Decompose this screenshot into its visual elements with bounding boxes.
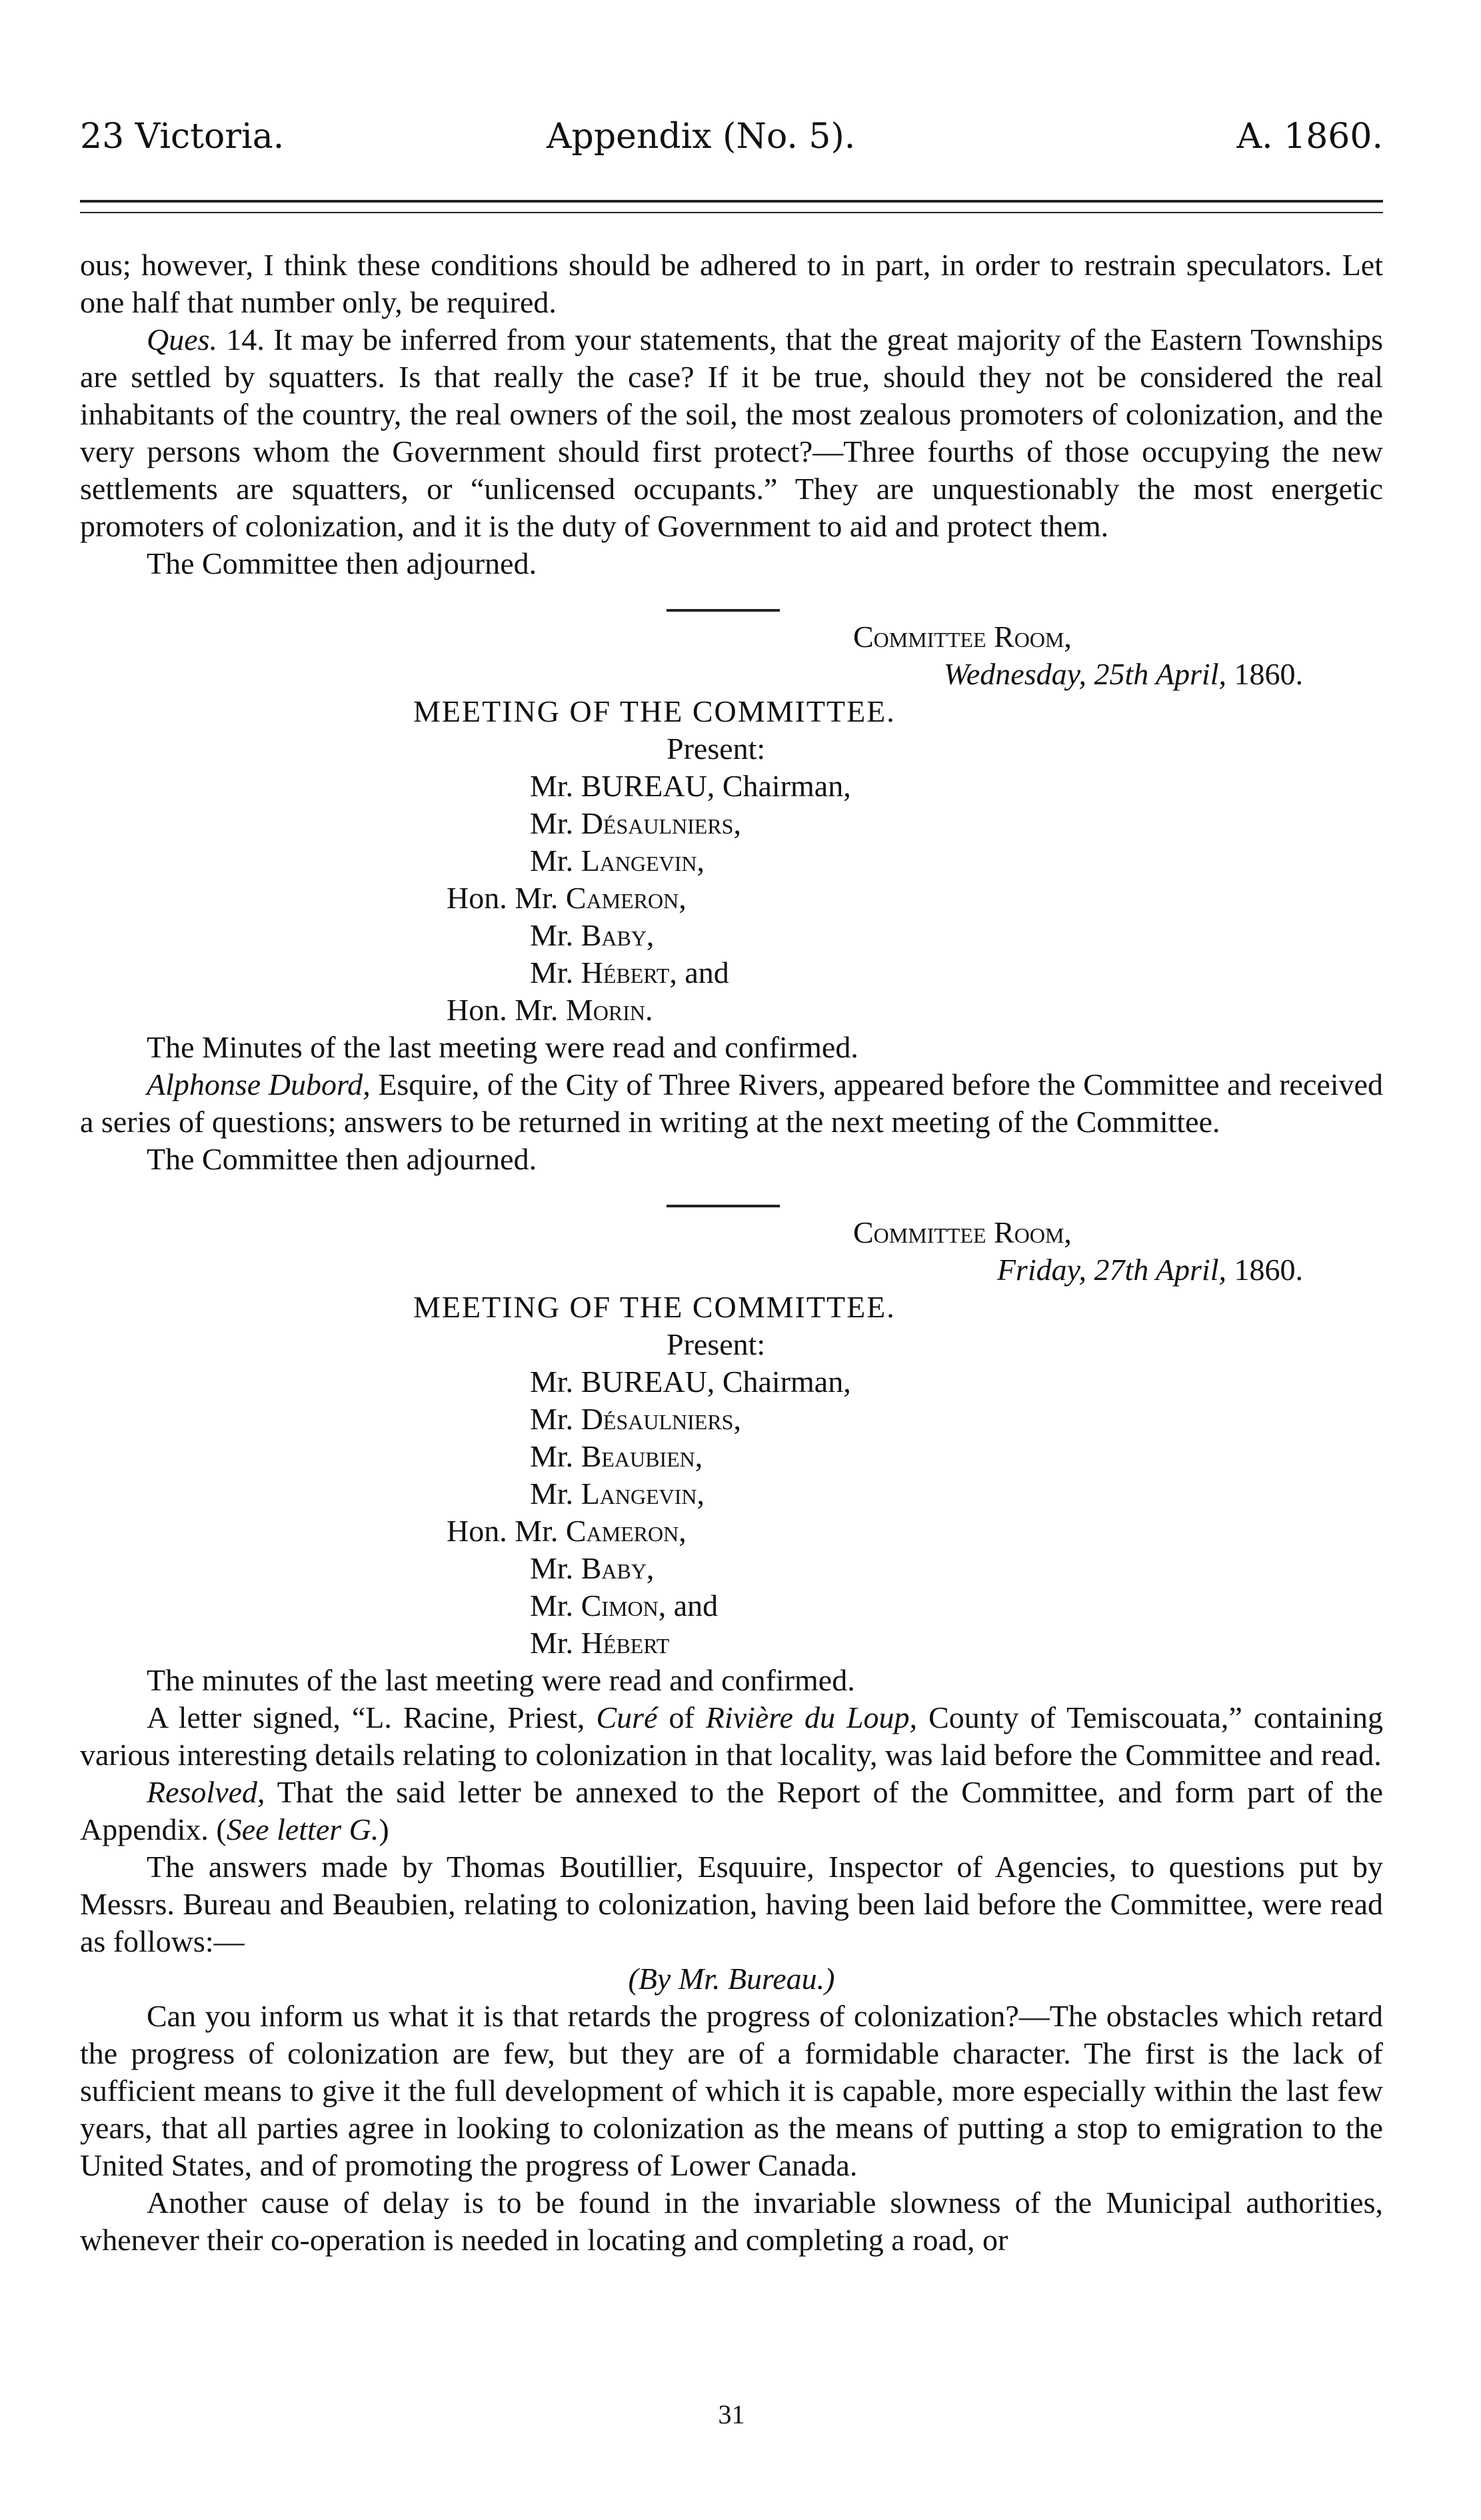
- colonization-question-paragraph: Can you inform us what it is that retards the progress of colonization?—The obstacles which retard the progress of colonization are few, but they are of a formidable character. The first is the lack of sufficient means to give it the full development of which it is capable, more especially within the last few years, that all parties agree in looking to colonization as the means of putting a stop to emigration to the United States, and of promoting the progress of Lower Canada.: [80, 1999, 1383, 2182]
- member-entry: [447, 1401, 1383, 1438]
- members-present-list: [447, 1363, 1383, 1662]
- member-name: Langevin,: [581, 844, 705, 878]
- member-name: Beaubien,: [581, 1439, 703, 1473]
- member-name: Cameron,: [565, 1514, 687, 1548]
- municipal-delay-paragraph: Another cause of delay is to be found in the invariable slowness of the Municipal authorities, whenever their co-operation is needed in locating and completing a road, or: [80, 2186, 1383, 2257]
- ques-label: Ques.: [147, 322, 218, 356]
- member-name: Cimon,: [581, 1588, 667, 1622]
- page-number: 31: [718, 2399, 745, 2429]
- member-name: BUREAU,: [581, 1365, 715, 1399]
- member-name: Langevin,: [581, 1477, 705, 1511]
- member-title: Mr.: [530, 1477, 574, 1511]
- minutes-confirmed: The Minutes of the last meeting were read and confirmed.: [147, 1030, 858, 1064]
- member-name: Hébert,: [581, 955, 677, 989]
- member-entry: [447, 954, 1383, 991]
- question-14: [80, 321, 1383, 545]
- running-header: [80, 117, 1383, 170]
- meeting-25-april: [80, 618, 1383, 1178]
- meeting-date: Friday, 27th April, 1860.: [996, 1253, 1303, 1287]
- member-prefix: Hon.: [447, 1514, 507, 1548]
- minutes-confirmed: The minutes of the last meeting were read and confirmed.: [147, 1663, 855, 1697]
- member-entry: [447, 1513, 1383, 1550]
- member-title: Mr.: [515, 993, 559, 1027]
- present-label: Present:: [667, 732, 766, 766]
- member-name: Désaulniers,: [581, 1402, 741, 1436]
- committee-room-heading: Committee Room,: [853, 620, 1072, 654]
- member-name: Baby,: [581, 1551, 655, 1585]
- member-title: Mr.: [530, 1439, 574, 1473]
- member-entry: [447, 991, 1383, 1029]
- member-title: Mr.: [530, 806, 574, 840]
- member-title: Mr.: [530, 1402, 574, 1436]
- member-entry: [447, 917, 1383, 954]
- section-divider: [667, 609, 780, 612]
- member-suffix: and: [666, 1588, 719, 1622]
- adjourned-text: The Committee then adjourned.: [147, 1142, 537, 1176]
- member-entry: [447, 1475, 1383, 1513]
- meeting-date: Wednesday, 25th April, 1860.: [943, 657, 1303, 691]
- member-prefix: Hon.: [447, 881, 507, 915]
- dubord-paragraph: Alphonse Dubord, Esquire, of the City of Three Rivers, appeared before the Committee and received a series of questions; answers to be returned in writing at the next meeting of the Committee.: [80, 1067, 1383, 1139]
- member-title: Mr.: [530, 844, 574, 878]
- member-title: Mr.: [530, 1551, 574, 1585]
- member-title: Mr.: [530, 955, 574, 989]
- member-entry: [447, 1550, 1383, 1587]
- meeting-title: MEETING OF THE COMMITTEE.: [413, 1290, 896, 1324]
- page-body: [80, 247, 1383, 2259]
- racine-letter-paragraph: A letter signed, “L. Racine, Priest, Curé of Rivière du Loup, County of Temiscouata,” containing various interesting details relating to colonization in that locality, was laid before the Committee and read.: [80, 1700, 1383, 1772]
- member-title: Mr.: [530, 918, 574, 952]
- meeting-title: MEETING OF THE COMMITTEE.: [413, 694, 896, 728]
- header-year: A. 1860.: [1236, 117, 1383, 157]
- header-appendix: Appendix (No. 5).: [547, 117, 856, 157]
- member-entry: [447, 1438, 1383, 1475]
- member-title: Mr.: [530, 1626, 574, 1660]
- member-suffix: Chairman,: [715, 1365, 851, 1399]
- member-entry: [447, 1587, 1383, 1624]
- member-suffix: Chairman,: [715, 769, 851, 803]
- member-name: Hébert: [581, 1626, 670, 1660]
- present-label: Present:: [667, 1327, 766, 1361]
- question-14-text: 14. It may be inferred from your statements, that the great majority of the Eastern Townships are settled by squatters. Is that really the case? If it be true, should they not be considered the real inhabitants of the country, the real owners of the soil, the most zealous promoters of colonization, and the very persons whom the Government should first protect?—Three fourths of those occupying the new settlements are squatters, or “unlicensed occupants.” They are unquestionably the most energetic promoters of colonization, and it is the duty of Government to aid and protect them.: [80, 322, 1383, 543]
- by-mr-bureau: (By Mr. Bureau.): [628, 1962, 835, 1996]
- member-entry: [447, 880, 1383, 917]
- member-name: Désaulniers,: [581, 806, 741, 840]
- header-rule-bottom: [80, 212, 1383, 213]
- resolved-paragraph: Resolved, That the said letter be annexed to the Report of the Committee, and form part of the Appendix. (See letter G.): [80, 1775, 1383, 1846]
- member-title: Mr.: [530, 769, 574, 803]
- member-title: Mr.: [530, 1588, 574, 1622]
- members-present-list: [447, 768, 1383, 1029]
- adjourned-text: The Committee then adjourned.: [147, 546, 537, 580]
- header-rule-top: [80, 200, 1383, 203]
- meeting-27-april: [80, 1214, 1383, 2259]
- member-title: Mr.: [515, 1514, 559, 1548]
- member-title: Mr.: [530, 1365, 574, 1399]
- member-suffix: and: [677, 955, 729, 989]
- member-entry: [447, 805, 1383, 842]
- member-entry: [447, 1363, 1383, 1401]
- committee-room-heading: Committee Room,: [853, 1215, 1072, 1249]
- member-name: Cameron,: [565, 881, 687, 915]
- paragraph-continuation: ous; however, I think these conditions should be adhered to in part, in order to restrain speculators. Let one half that number only, be required.: [80, 248, 1383, 319]
- member-entry: [447, 1624, 1383, 1662]
- boutillier-answers-paragraph: The answers made by Thomas Boutillier, Esquuire, Inspector of Agencies, to questions put by Messrs. Bureau and Beaubien, relating to colonization, having been laid before the Committee, were read as follows:—: [80, 1850, 1383, 1958]
- member-name: Morin.: [565, 993, 653, 1027]
- member-name: Baby,: [581, 918, 655, 952]
- member-entry: [447, 842, 1383, 880]
- member-prefix: Hon.: [447, 993, 507, 1027]
- header-session: 23 Victoria.: [80, 117, 285, 157]
- member-name: BUREAU,: [581, 769, 715, 803]
- member-entry: [447, 768, 1383, 805]
- member-title: Mr.: [515, 881, 559, 915]
- section-divider: [667, 1205, 780, 1207]
